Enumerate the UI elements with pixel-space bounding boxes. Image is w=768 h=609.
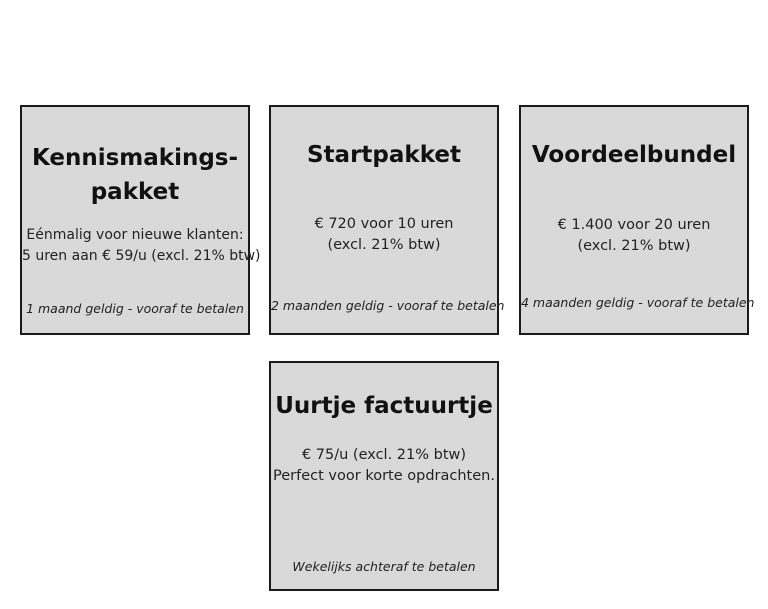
package-description-line: (excl. 21% btw) xyxy=(327,237,441,253)
package-card-voordeelbundel xyxy=(519,105,755,335)
package-title: Uurtje factuurtje xyxy=(275,393,493,419)
package-description-line: € 75/u (excl. 21% btw) xyxy=(301,447,467,463)
package-description xyxy=(271,214,497,256)
package-description-line: 5 uren aan € 59/u (excl. 21% btw) xyxy=(22,248,261,264)
package-description xyxy=(521,215,747,257)
package-validity-note: 1 maand geldig - vooraf te betalen xyxy=(26,301,244,316)
package-description-line: Perfect voor korte opdrachten. xyxy=(273,468,495,484)
package-validity-note: 4 maanden geldig - vooraf te betalen xyxy=(521,295,755,310)
package-description-line: (excl. 21% btw) xyxy=(577,238,691,254)
package-card-startpakket xyxy=(269,105,505,335)
package-title xyxy=(22,141,248,209)
package-title: Voordeelbundel xyxy=(531,142,737,168)
package-title-line: Kennismakings- xyxy=(31,145,239,171)
package-description xyxy=(271,445,497,487)
package-title: Startpakket xyxy=(307,142,461,168)
package-title-line: pakket xyxy=(90,179,180,205)
package-description xyxy=(22,225,261,267)
package-description-line: € 720 voor 10 uren xyxy=(314,216,454,232)
package-card-uurtje-factuurtje xyxy=(269,361,499,591)
package-validity-note: 2 maanden geldig - vooraf te betalen xyxy=(271,298,505,313)
package-description-line: € 1.400 voor 20 uren xyxy=(557,217,711,233)
package-validity-note: Wekelijks achteraf te betalen xyxy=(292,559,476,574)
package-card-kennismakingspakket xyxy=(20,105,261,335)
package-description-line: Eénmalig voor nieuwe klanten: xyxy=(26,227,244,243)
